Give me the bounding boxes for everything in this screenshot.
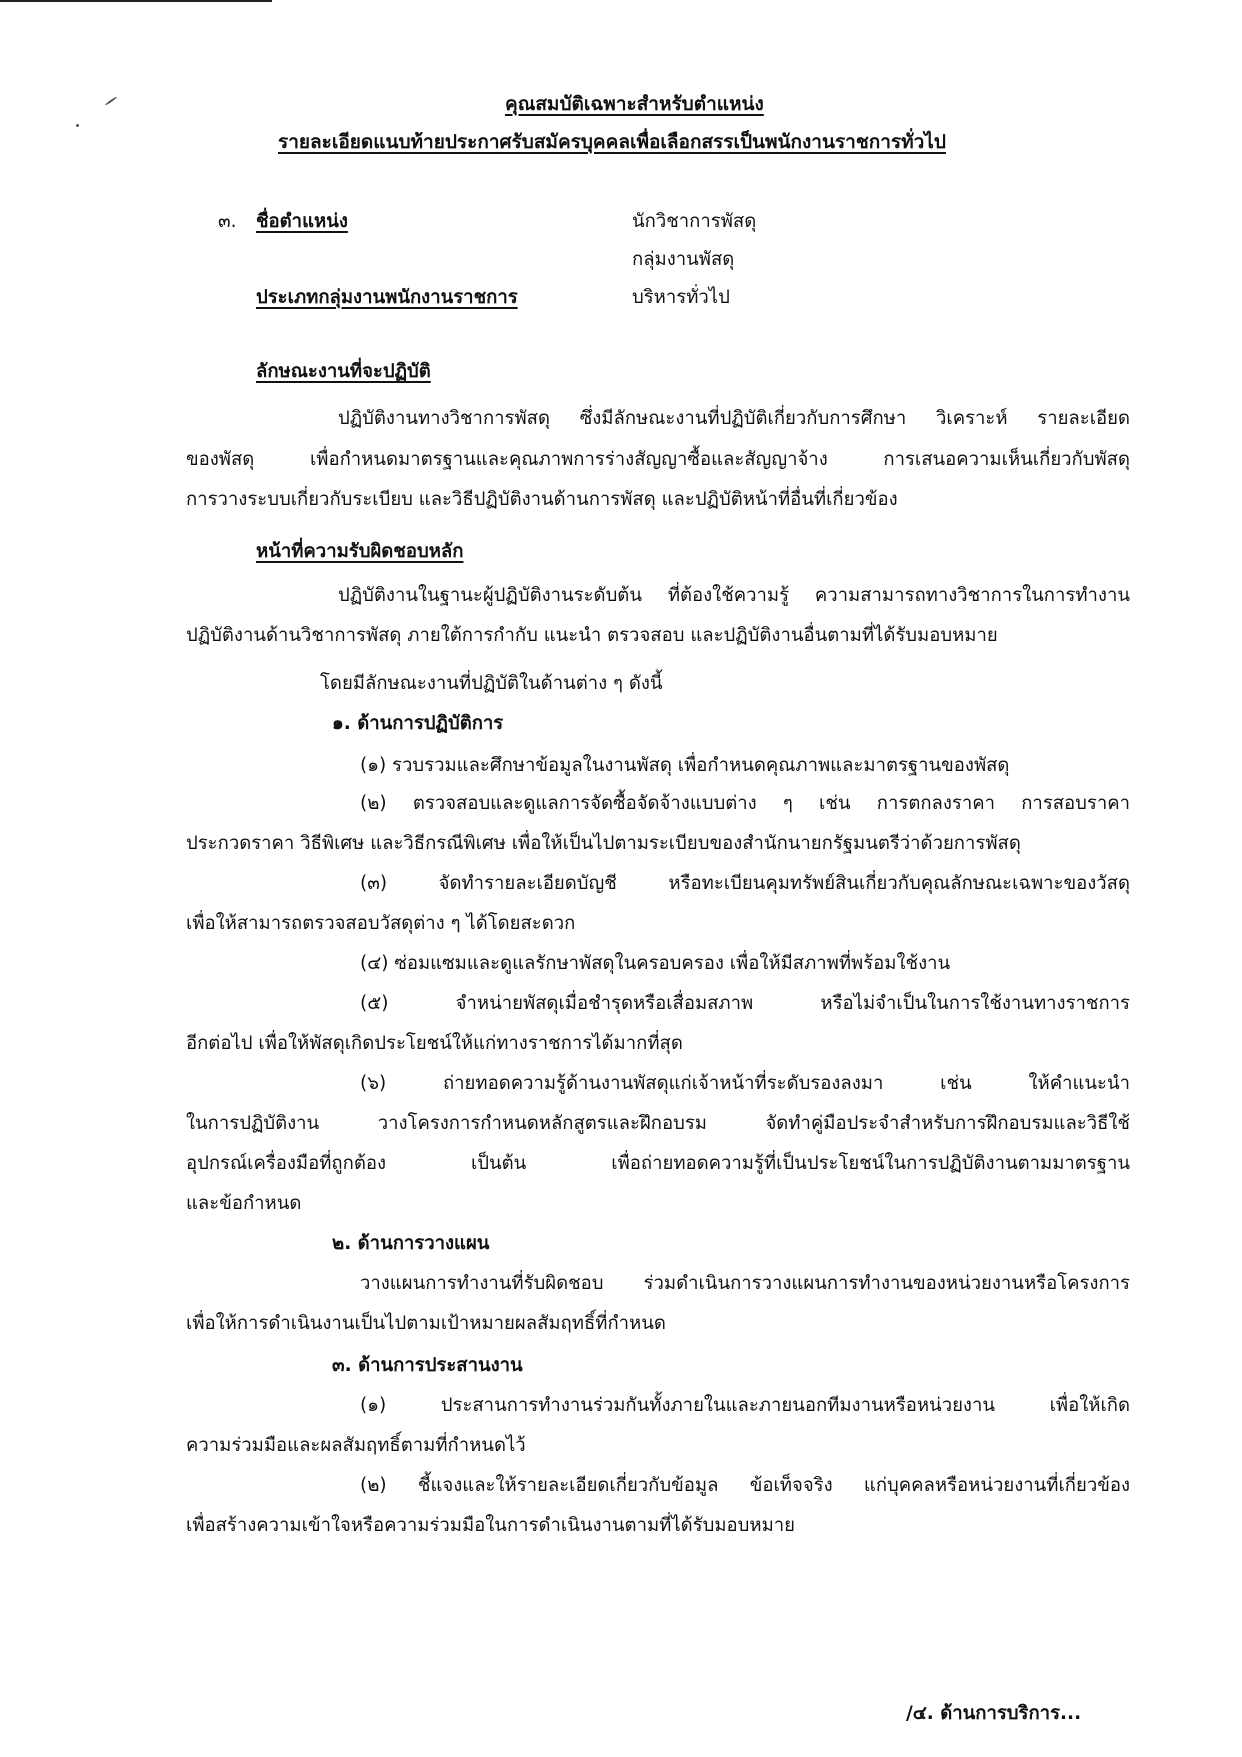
coordination-heading: ๓. ด้านการประสานงาน bbox=[332, 1355, 523, 1376]
position-number: ๓. bbox=[218, 211, 237, 232]
duties-intro-line: ปฏิบัติงานด้านวิชาการพัสดุ ภายใต้การกำกับ แนะนำ ตรวจสอบ และปฏิบัติงานอื่นตามที่ได้รับมอบหมาย bbox=[186, 625, 998, 646]
operations-item-cont: และข้อกำหนด bbox=[186, 1193, 302, 1214]
coordination-item: (๑) ประสานการทำงานร่วมกันทั้งภายในและภายนอกทีมงานหรือหน่วยงาน เพื่อให้เกิด bbox=[360, 1395, 1130, 1416]
scan-speck bbox=[105, 96, 118, 106]
position-name-value: นักวิชาการพัสดุ bbox=[632, 211, 757, 232]
job-nature-line: ปฏิบัติงานทางวิชาการพัสดุ ซึ่งมีลักษณะงานที่ปฏิบัติเกี่ยวกับการศึกษา วิเคราะห์ รายละเอียด bbox=[338, 408, 1130, 429]
operations-item: (๑) รวบรวมและศึกษาข้อมูลในงานพัสดุ เพื่อกำหนดคุณภาพและมาตรฐานของพัสดุ bbox=[360, 755, 1010, 776]
planning-heading: ๒. ด้านการวางแผน bbox=[332, 1233, 490, 1254]
document-title: คุณสมบัติเฉพาะสำหรับตำแหน่ง bbox=[505, 93, 764, 115]
page-continuation-note: /๔. ด้านการบริการ... bbox=[906, 1703, 1082, 1724]
job-nature-line: ของพัสดุ เพื่อกำหนดมาตรฐานและคุณภาพการร่างสัญญาซื้อและสัญญาจ้าง การเสนอความเห็นเกี่ยวกับพัสดุ bbox=[186, 449, 1130, 470]
position-type-value: บริหารทั่วไป bbox=[632, 287, 730, 308]
position-group-value: กลุ่มงานพัสดุ bbox=[632, 249, 735, 270]
duties-heading: หน้าที่ความรับผิดชอบหลัก bbox=[256, 541, 464, 562]
coordination-item-cont: ความร่วมมือและผลสัมฤทธิ์ตามที่กำหนดไว้ bbox=[186, 1435, 526, 1456]
scan-speck bbox=[76, 124, 79, 127]
operations-item-cont: อุปกรณ์เครื่องมือที่ถูกต้อง เป็นต้น เพื่อถ่ายทอดความรู้ที่เป็นประโยชน์ในการปฏิบัติงานตามมาตรฐาน bbox=[186, 1153, 1130, 1174]
scan-edge-line bbox=[0, 0, 272, 2]
coordination-item: (๒) ชี้แจงและให้รายละเอียดเกี่ยวกับข้อมูล ข้อเท็จจริง แก่บุคคลหรือหน่วยงานที่เกี่ยวข้อง bbox=[360, 1475, 1130, 1496]
document-subtitle: รายละเอียดแนบท้ายประกาศรับสมัครบุคคลเพื่อเลือกสรรเป็นพนักงานราชการทั่วไป bbox=[278, 131, 946, 153]
operations-item: (๖) ถ่ายทอดความรู้ด้านงานพัสดุแก่เจ้าหน้าที่ระดับรองลงมา เช่น ให้คำแนะนำ bbox=[360, 1073, 1130, 1094]
position-name-label: ชื่อตำแหน่ง bbox=[256, 211, 348, 232]
operations-item-cont: ในการปฏิบัติงาน วางโครงการกำหนดหลักสูตรและฝึกอบรม จัดทำคู่มือประจำสำหรับการฝึกอบรมและวิธีใช้ bbox=[186, 1113, 1130, 1134]
planning-line: วางแผนการทำงานที่รับผิดชอบ ร่วมดำเนินการวางแผนการทำงานของหน่วยงานหรือโครงการ bbox=[360, 1273, 1130, 1294]
operations-item: (๓) จัดทำรายละเอียดบัญชี หรือทะเบียนคุมทรัพย์สินเกี่ยวกับคุณลักษณะเฉพาะของวัสดุ bbox=[360, 873, 1130, 894]
job-nature-line: การวางระบบเกี่ยวกับระเบียบ และวิธีปฏิบัติงานด้านการพัสดุ และปฏิบัติหน้าที่อื่นที่เกี่ยวข้อง bbox=[186, 489, 898, 510]
operations-item: (๒) ตรวจสอบและดูแลการจัดซื้อจัดจ้างแบบต่าง ๆ เช่น การตกลงราคา การสอบราคา bbox=[360, 793, 1130, 814]
coordination-item-cont: เพื่อสร้างความเข้าใจหรือความร่วมมือในการดำเนินงานตามที่ได้รับมอบหมาย bbox=[186, 1515, 796, 1536]
operations-heading: ๑. ด้านการปฏิบัติการ bbox=[332, 713, 504, 734]
operations-item-cont: ประกวดราคา วิธีพิเศษ และวิธีกรณีพิเศษ เพื่อให้เป็นไปตามระเบียบของสำนักนายกรัฐมนตรีว่าด้วยการพัสดุ bbox=[186, 833, 1021, 854]
position-type-label: ประเภทกลุ่มงานพนักงานราชการ bbox=[256, 287, 518, 308]
duties-intro-line: ปฏิบัติงานในฐานะผู้ปฏิบัติงานระดับต้น ที่ต้องใช้ความรู้ ความสามารถทางวิชาการในการทำงาน bbox=[338, 585, 1130, 606]
planning-line: เพื่อให้การดำเนินงานเป็นไปตามเป้าหมายผลสัมฤทธิ์ที่กำหนด bbox=[186, 1313, 666, 1334]
duties-areas-intro: โดยมีลักษณะงานที่ปฏิบัติในด้านต่าง ๆ ดังนี้ bbox=[320, 673, 663, 694]
job-nature-heading: ลักษณะงานที่จะปฏิบัติ bbox=[256, 361, 431, 382]
operations-item: (๕) จำหน่ายพัสดุเมื่อชำรุดหรือเสื่อมสภาพ หรือไม่จำเป็นในการใช้งานทางราชการ bbox=[360, 993, 1130, 1014]
operations-item-cont: เพื่อให้สามารถตรวจสอบวัสดุต่าง ๆ ได้โดยสะดวก bbox=[186, 913, 576, 934]
operations-item: (๔) ซ่อมแซมและดูแลรักษาพัสดุในครอบครอง เพื่อให้มีสภาพที่พร้อมใช้งาน bbox=[360, 953, 951, 974]
operations-item-cont: อีกต่อไป เพื่อให้พัสดุเกิดประโยชน์ให้แก่ทางราชการได้มากที่สุด bbox=[186, 1033, 683, 1054]
